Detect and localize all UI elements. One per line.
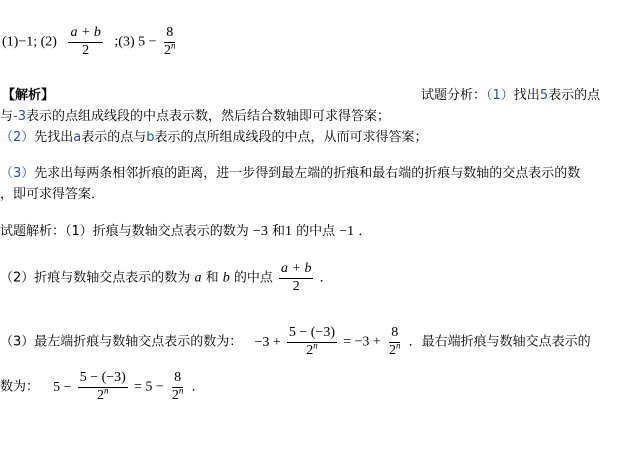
item-number-3: （3）	[0, 166, 35, 181]
answer-line	[2, 26, 180, 58]
answer-part1-value: −1	[18, 34, 34, 50]
answer-part3-prefix: 5 −	[138, 34, 157, 50]
solution-line-4: 数为： 5 − $\frac{5 - (-3)}{2^n}$ = 5 − $\frac{8}{2^n}$ ．	[0, 370, 205, 403]
answer-part3-label: (3)	[118, 34, 135, 50]
analysis-line-4: （3）先求出每两条相邻折痕的距离，进一步得到最左端的折痕和最右端的折痕与数轴的交点表示的数	[0, 166, 581, 181]
analysis-line-1: 试题分析：（1）找出5表示的点	[421, 88, 601, 103]
fraction-numerator: a + b	[68, 26, 102, 43]
solution-fraction-left-2: $\frac{8}{2^n}$	[388, 325, 401, 358]
answer-part1-label: (1)	[2, 34, 19, 50]
fraction-numerator: 8	[164, 26, 175, 43]
analysis-heading: 【解析】	[2, 88, 55, 103]
analysis-label: 试题分析：	[421, 88, 487, 103]
answer-separator: ;	[33, 34, 38, 50]
analysis-line-3: （2）先找出a表示的点与b表示的点所组成线段的中点，从而可求得答案；	[0, 130, 428, 145]
item-number-1: （1）	[486, 88, 514, 103]
answer-fraction-a-plus-b	[68, 26, 102, 58]
answer-part2-label: (2)	[40, 34, 57, 50]
fraction-denominator: 2	[82, 42, 90, 58]
solution-line-3: （3）最左端折痕与数轴交点表示的数为： −3 + $\frac{5 - (-3)}{2^n}$ = −3 + $\frac{8}{2^n}$ ．最右端折痕与数轴交点表示的	[0, 325, 591, 358]
solution-line-1: 试题解析：（1）折痕与数轴交点表示的数为 −3 和1 的中点 −1 ．	[0, 224, 372, 239]
solution-fraction-right-2: $\frac{8}{2^n}$	[171, 370, 184, 403]
solution-fraction-left-1: $\frac{5 - (-3)}{2^n}$	[288, 325, 335, 358]
analysis-line-5: ，即可求得答案．	[0, 187, 105, 202]
fraction-denominator: 2$^n$	[164, 40, 176, 58]
solution-line-2: （2）折痕与数轴交点表示的数为 a 和 b 的中点 $\frac{a + b}{2}$ ．	[0, 261, 333, 294]
analysis-line-2: 与-3表示的点组成线段的中点表示数，然后结合数轴即可求得答案；	[0, 109, 390, 124]
item-number-2: （2）	[0, 130, 35, 145]
solution-fraction-a-plus-b: $\frac{a + b}{2}$	[281, 261, 312, 294]
answer-fraction-8-over-2n	[162, 26, 178, 58]
solution-fraction-right-1: $\frac{5 - (-3)}{2^n}$	[79, 370, 126, 403]
answer-separator: ;	[114, 34, 119, 50]
